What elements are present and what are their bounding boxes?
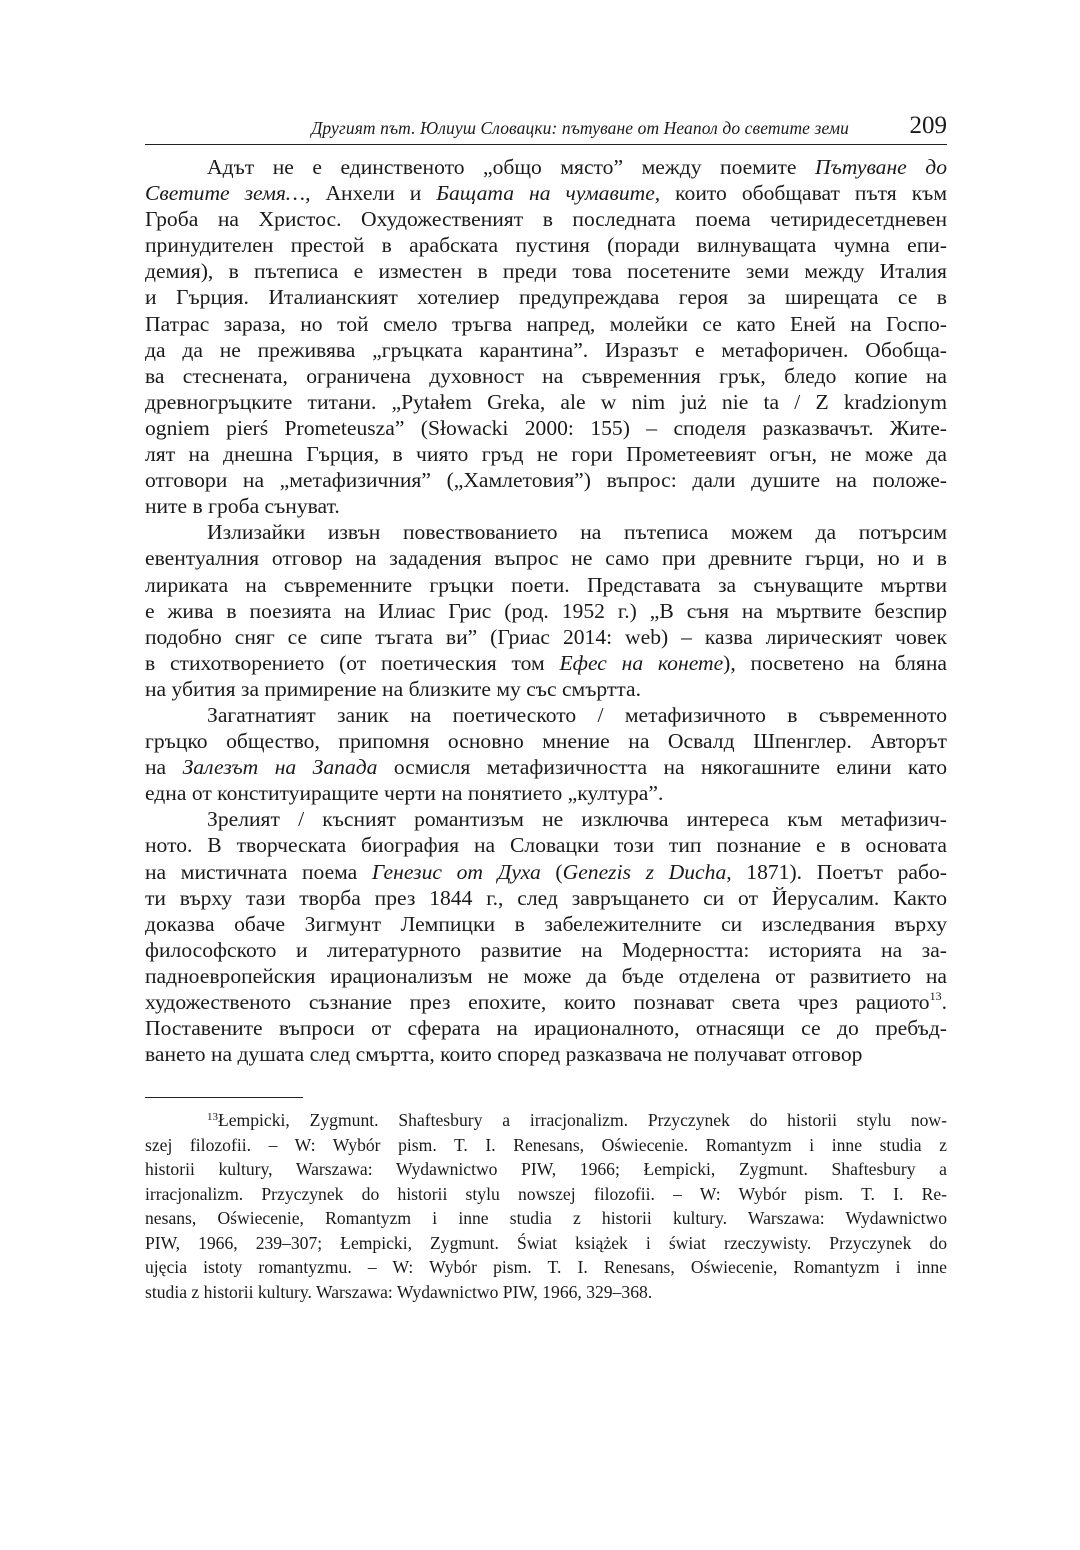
text-run: лириката на съвременните гръцки поети. Представата за сънуващите мъртви <box>145 572 947 597</box>
italic-text: Пътуване до <box>815 155 947 179</box>
text-run: , 1871). Поетът рабо- <box>726 859 947 884</box>
text-line <box>145 754 947 780</box>
text-run: лят на днешна Гърция, в чиято гръд не гори Прометеевият огън, не може да <box>145 442 947 467</box>
text-line <box>145 180 947 206</box>
text-run: ogniem pierś Prometeusza” (Słowacki 2000: 155) – споделя разказвачът. Жите- <box>145 415 947 440</box>
text-line <box>145 206 947 232</box>
footnote-reference: 13 <box>929 989 942 1003</box>
italic-text: Светите земя…, <box>145 181 311 206</box>
text-run: осмисля метафизичността на някогашните елини като <box>377 755 947 780</box>
text-line <box>145 519 947 545</box>
text-run: древногръцките титани. „Pytałem Greka, ale w nim już nie ta / Z kradzionym <box>145 389 947 414</box>
text-line <box>145 780 947 806</box>
text-run: на <box>145 755 183 780</box>
text-line <box>145 389 947 415</box>
text-line <box>145 572 947 598</box>
text-line <box>145 885 947 911</box>
text-line <box>145 676 947 702</box>
footnotes <box>145 1108 947 1304</box>
text-line <box>145 832 947 858</box>
italic-text: Genezis z Ducha <box>562 859 727 884</box>
text-run: Патрас зараза, но той смело тръгва напред, молейки се като Еней на Госпо- <box>145 311 947 336</box>
footnote-text: Łempicki, Zygmunt. Shaftesbury a irracjonalizm. Przyczynek do historii stylu now- <box>218 1110 947 1131</box>
text-run: подобно сняг се сипе тъгата ви” (Гриас 2014: web) – казва лирическият човек <box>145 624 947 649</box>
running-title: Другият път. Юлиуш Словацки: пътуване от Неапол до светите земи <box>311 118 849 138</box>
text-run: Зрелият / късният романтизъм не изключва интереса към метафизич- <box>207 807 947 832</box>
footnote-line <box>145 1108 947 1133</box>
text-line <box>145 467 947 493</box>
text-line <box>145 650 947 676</box>
text-line <box>145 363 947 389</box>
text-run: в стихотворението (от поетическия том <box>145 650 560 675</box>
page <box>145 110 947 1304</box>
text-line <box>145 258 947 284</box>
text-line <box>145 1015 947 1041</box>
text-run: и Гърция. Италианският хотелиер предупреждава героя за ширещата се в <box>145 285 947 310</box>
footnote-line <box>145 1231 947 1256</box>
text-run: на убития за примирение на близките му със смъртта. <box>145 676 641 701</box>
text-run: отговори на „метафизичния” („Хамлетовия”) въпрос: дали душите на положе- <box>145 468 947 493</box>
text-line <box>145 911 947 937</box>
text-run: евентуалния отговор на зададения въпрос не само при древните гърци, но и в <box>145 546 947 571</box>
text-run: художественото съзнание през епохите, които познават света чрез рациото <box>145 990 930 1014</box>
text-run: . <box>941 990 947 1014</box>
text-run: ), посветено на бляна <box>723 650 947 675</box>
footnote-line <box>145 1280 947 1305</box>
footnote-line <box>145 1157 947 1182</box>
footnote-divider <box>145 1097 303 1098</box>
footnote <box>145 1108 947 1304</box>
footnote-text: PIW, 1966, 239–307; Łempicki, Zygmunt. Świat książek i świat rzeczywisty. Przyczynek do <box>145 1232 947 1253</box>
footnote-text: historii kultury, Warszawa: Wydawnictwo PIW, 1966; Łempicki, Zygmunt. Shaftesbury a <box>145 1159 947 1180</box>
text-run: които обобщават пътя към <box>660 181 948 206</box>
text-run: ните в гроба сънуват. <box>145 494 340 519</box>
footnote-line <box>145 1206 947 1231</box>
italic-text: Бащата на чумавите, <box>436 181 661 206</box>
page-number: 209 <box>909 112 947 139</box>
footnote-text: szej filozofii. – W: Wybór pism. T. I. Renesans, Oświecenie. Romantyzm i inne studia z <box>145 1134 947 1155</box>
text-line <box>145 702 947 728</box>
text-run: да да не преживява „гръцката карантина”. Изразът е метафоричен. Обобща- <box>145 337 947 362</box>
text-line <box>145 545 947 571</box>
text-line <box>145 989 947 1015</box>
footnote-text: irracjonalizm. Przyczynek do historii stylu nowszej filozofii. – W: Wybór pism. T. I. Re- <box>145 1183 947 1204</box>
text-run: ването на душата след смъртта, които според разказвача не получават отговор <box>145 1042 863 1067</box>
footnote-line <box>145 1255 947 1280</box>
text-run: демия), в пътеписа е изместен в преди това посетените земи между Италия <box>145 259 947 284</box>
footnote-text: nesans, Oświecenie, Romantyzm i inne studia z historii kultury. Warszawa: Wydawnictwo <box>145 1208 947 1229</box>
text-run: Гроба на Христос. Охудожественият в последната поема четиридесетдневен <box>145 207 947 232</box>
text-line <box>145 963 947 989</box>
text-line <box>145 337 947 363</box>
text-run: една от конституиращите черти на понятието „култура”. <box>145 781 664 806</box>
footnote-text: ujęcia istoty romantyzmu. – W: Wybór pism. T. I. Renesans, Oświecenie, Romantyzm i inne <box>145 1257 947 1278</box>
paragraph <box>145 154 947 519</box>
paragraph <box>145 519 947 702</box>
italic-text: Генезис от Духа <box>371 859 541 884</box>
text-run: падноевропейския ирационализъм не може да бъде отделена от развитието на <box>145 963 947 988</box>
text-line <box>145 937 947 963</box>
text-line <box>145 415 947 441</box>
text-line <box>145 598 947 624</box>
text-line <box>145 728 947 754</box>
text-run: гръцко общество, припомня основно мнение на Освалд Шпенглер. Авторът <box>145 729 947 754</box>
text-line <box>145 441 947 467</box>
text-line <box>145 859 947 885</box>
text-run: ва стеснената, ограничена духовност на съвременния грък, бледо копие на <box>145 363 947 388</box>
paragraph <box>145 702 947 806</box>
footnote-line <box>145 1133 947 1158</box>
text-line <box>145 311 947 337</box>
text-line <box>145 232 947 258</box>
text-line <box>145 493 947 519</box>
text-run: е жива в поезията на Илиас Грис (род. 1952 г.) „В съня на мъртвите безспир <box>145 598 947 623</box>
italic-text: Залезът на Запада <box>182 755 378 780</box>
running-header <box>145 110 947 145</box>
text-line <box>145 284 947 310</box>
text-run: философското и литературното развитие на Модерността: историята на за- <box>145 937 947 962</box>
footnote-line <box>145 1182 947 1207</box>
text-run: Анхели и <box>310 181 437 206</box>
text-run: Излизайки извън повествованието на пътеписа можем да потърсим <box>207 520 947 545</box>
text-line <box>145 806 947 832</box>
text-line <box>145 1041 947 1067</box>
footnote-marker: 13 <box>207 1111 218 1124</box>
text-run: принудителен престой в арабската пустиня (поради вилнуващата чумна епи- <box>145 233 947 258</box>
body-text <box>145 154 947 1067</box>
text-run: Адът не е единственото „общо място” между поемите <box>207 155 815 179</box>
text-run: ти върху тази творба през 1844 г., след завръщането си от Йерусалим. Както <box>145 885 947 910</box>
text-run: доказва обаче Зигмунт Лемпицки в забележителните си изследвания върху <box>145 911 947 936</box>
italic-text: Ефес на конете <box>559 650 724 675</box>
text-line <box>145 624 947 650</box>
text-run: ( <box>540 859 563 884</box>
text-line <box>145 154 947 180</box>
text-run: на мистичната поема <box>145 859 372 884</box>
text-run: ното. В творческата биография на Словацки този тип познание е в основата <box>145 833 947 858</box>
footnote-text: studia z historii kultury. Warszawa: Wydawnictwo PIW, 1966, 329–368. <box>145 1281 653 1302</box>
text-run: Загатнатият заник на поетическото / метафизичното в съвременното <box>207 702 947 727</box>
paragraph <box>145 806 947 1067</box>
text-run: Поставените въпроси от сферата на ирационалното, отнасящи се до пребъд- <box>145 1016 947 1041</box>
